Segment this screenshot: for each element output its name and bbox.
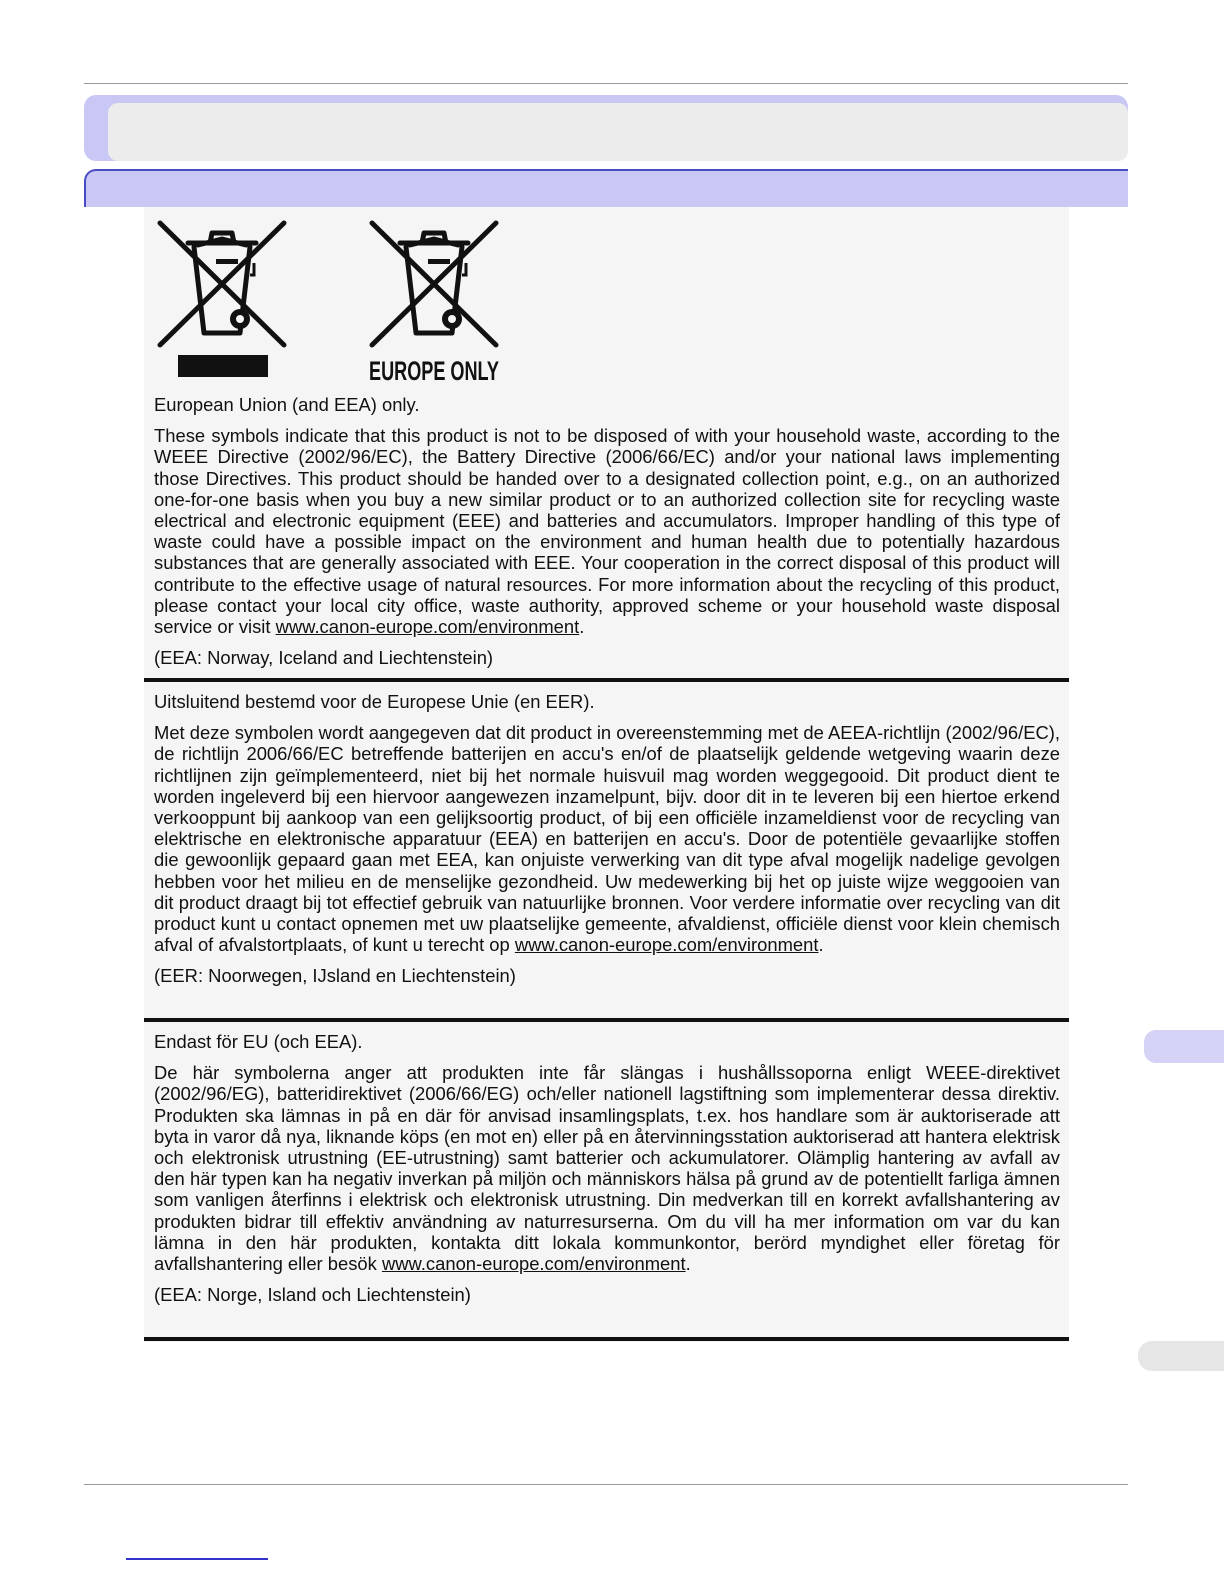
crossed-out-bin-icon-europe-only [364,215,504,390]
section-note: (EEA: Norge, Island och Liechtenstein) [154,1284,471,1306]
header-band [84,95,1128,161]
section-body [154,425,1060,637]
section-body [154,722,1060,955]
top-rule [84,83,1128,84]
environment-link[interactable]: www.canon-europe.com/environment [514,934,819,956]
notice-section-sv [154,1031,1060,1305]
body-text: Met deze symbolen wordt aangegeven dat dit product in overeenstemming met de AEEA-richtlijn (2002/96/EC), de richtlijn 2006/66/EC betreffende batterijen en accu's en/of de plaatselijk geldende wetgeving waarin deze richtlijnen zijn geïmplementeerd, niet bij het normale huisvuil mag worden weggegooid. Dit product dient te worden ingeleverd bij een hiervoor aangewezen inzamelpunt, bijv. door dit in te leveren bij een hiertoe erkend verkooppunt bij aankoop van een gelijksoortig product, of bij een officiële inzameldienst voor de recycling van elektrische en elektronische apparatuur (EEA) en batterijen en accu's. Door de potentiële gevaarlijke stoffen die gewoonlijk gepaard gaan met EEA, kan onjuiste verwerking van dit type afval mogelijk nadelige gevolgen hebben voor het milieu en de menselijke gezondheid. Uw medewerking bij het op juiste wijze weggooien van dit product draagt bij tot effectief gebruik van natuurlijke bronnen. Voor verdere informatie over recycling van dit product kunt u contact opnemen met uw plaatselijke gemeente, afvaldienst, officiële dienst voor klein chemisch afval of afvalstortplaats, of kunt u terecht op [154,722,1060,956]
side-index-tab-secondary[interactable] [1138,1341,1224,1371]
section-heading-tab [84,169,1128,207]
weee-notice-panel [144,207,1069,1342]
section-lead: Uitsluitend bestemd voor de Europese Unie (en EER). [154,691,595,712]
body-tail: . [685,1253,691,1275]
section-divider [144,1018,1069,1022]
body-tail: . [579,616,585,638]
side-index-tab[interactable] [1144,1030,1224,1063]
section-divider [144,678,1069,682]
body-text: De här symbolerna anger att produkten inte får slängas i hushållssoporna enligt WEEE-direktivet (2002/96/EG), batteridirektivet (2006/66/EG) och/eller nationell lagstiftning som implementerar dessa direktiv. Produkten ska lämnas in på en där för anvisad insamlingsplats, t.ex. hos handlare som är auktoriserade att byta in varor då nya, liknande köps (en mot en) eller på en återvinningsstation auktoriserad att hantera elektrisk och elektronisk utrustning (EE-utrustning) samt batterier och ackumulatorer. Olämplig hantering av avfall av den här typen kan ha negativ inverkan på miljön och människors hälsa på grund av de potentiellt farliga ämnen som vanligen återfinns i elektrisk och elektronisk utrustning. Din medverkan till en korrekt avfallshantering av produkten bidrar till effektiv användning av naturresurserna. Om du vill ha mer information om var du kan lämna in den här produkten, kontakta ditt lokala kommunkontor, berörd myndighet eller företag för avfallshantering eller besök [154,1062,1060,1275]
footer-link-underline[interactable] [126,1558,268,1560]
section-lead: Endast för EU (och EEA). [154,1031,363,1052]
body-tail: . [818,934,824,956]
notice-section-nl [154,691,1060,987]
europe-only-label: EUROPE ONLY [369,356,499,386]
weee-symbols [154,215,514,385]
section-note: (EER: Noorwegen, IJsland en Liechtenstein) [154,965,516,987]
crossed-out-bin-icon [154,215,290,390]
section-body [154,1062,1060,1274]
header-band-inner [108,103,1128,161]
bottom-rule [84,1484,1128,1485]
environment-link[interactable]: www.canon-europe.com/environment [275,616,580,638]
notice-section-en [154,394,1060,668]
section-lead: European Union (and EEA) only. [154,394,420,415]
environment-link[interactable]: www.canon-europe.com/environment [381,1253,686,1275]
body-text: These symbols indicate that this product is not to be disposed of with your household waste, according to the WEEE Directive (2002/96/EC), the Battery Directive (2006/66/EC) and/or your national laws implementing those Directives. This product should be handed over to a designated collection point, e.g., on an authorized one-for-one basis when you buy a new similar product or to an authorized collection site for recycling waste electrical and electronic equipment (EEE) and batteries and accumulators. Improper handling of this type of waste could have a possible impact on the environment and human health due to potentially hazardous substances that are generally associated with EEE. Your cooperation in the correct disposal of this product will contribute to the effective usage of natural resources. For more information about the recycling of this product, please contact your local city office, waste authority, approved scheme or your household waste disposal service or visit [154,425,1060,638]
section-divider [144,1337,1069,1341]
section-note: (EEA: Norway, Iceland and Liechtenstein) [154,647,494,669]
